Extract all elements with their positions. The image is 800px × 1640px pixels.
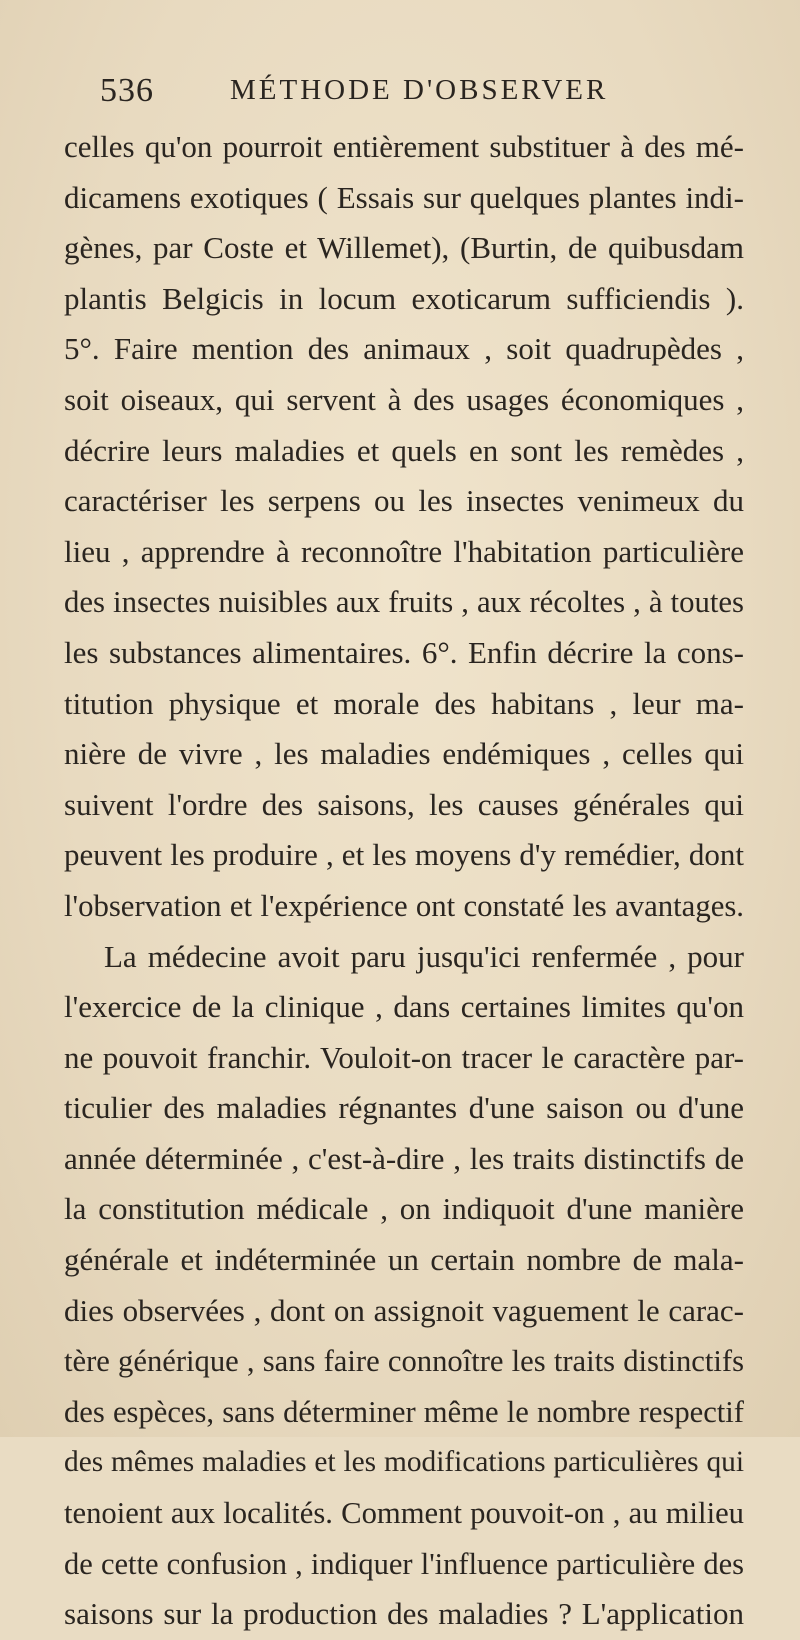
text-line: dies observées , dont on assignoit vaguement le carac- xyxy=(64,1292,744,1328)
running-title: MÉTHODE D'OBSERVER xyxy=(230,74,609,106)
page-number: 536 xyxy=(100,72,154,109)
text-line: des mêmes maladies et les modifications particulières qui xyxy=(64,1446,744,1479)
text-line: gènes, par Coste et Willemet), (Burtin, de quibusdam xyxy=(64,230,744,266)
text-line: soit oiseaux, qui servent à des usages économiques , xyxy=(64,381,744,417)
text-line: La médecine avoit paru jusqu'ici renfermée , pour xyxy=(104,938,744,974)
text-line: tère générique , sans faire connoître les traits distinctifs xyxy=(64,1344,744,1379)
text-line: tenoient aux localités. Comment pouvoit-on , au milieu xyxy=(64,1496,744,1531)
page-header xyxy=(100,72,740,122)
text-line: ticulier des maladies régnantes d'une saison ou d'une xyxy=(64,1090,744,1126)
text-line: 5°. Faire mention des animaux , soit quadrupèdes , xyxy=(64,331,744,367)
text-line: des insectes nuisibles aux fruits , aux récoltes , à toutes xyxy=(64,585,744,620)
text-line: celles qu'on pourroit entièrement substituer à des mé- xyxy=(64,129,744,164)
text-line: plantis Belgicis in locum exoticarum sufficiendis ). xyxy=(64,280,744,316)
text-line: l'observation et l'expérience ont constaté les avantages. xyxy=(64,888,744,923)
text-line: générale et indéterminée un certain nombre de mala- xyxy=(64,1242,744,1278)
text-line: les substances alimentaires. 6°. Enfin décrire la cons- xyxy=(64,634,744,670)
text-line: nière de vivre , les maladies endémiques , celles qui xyxy=(64,736,744,772)
text-line: dicamens exotiques ( Essais sur quelques plantes indi- xyxy=(64,179,744,215)
text-line: de cette confusion , indiquer l'influence particulière des xyxy=(64,1546,744,1581)
text-line: titution physique et morale des habitans , leur ma- xyxy=(64,685,744,721)
text-line: l'exercice de la clinique , dans certaines limites qu'on xyxy=(64,989,744,1025)
text-line: caractériser les serpens ou les insectes venimeux du xyxy=(64,483,744,519)
text-line: lieu , apprendre à reconnoître l'habitation particulière xyxy=(64,533,744,569)
text-line: suivent l'ordre des saisons, les causes générales qui xyxy=(64,786,744,822)
text-line: saisons sur la production des maladies ? L'application xyxy=(64,1596,744,1632)
text-line: la constitution médicale , on indiquoit d'une manière xyxy=(64,1191,744,1227)
text-line: peuvent les produire , et les moyens d'y remédier, dont xyxy=(64,837,744,873)
text-line: décrire leurs maladies et quels en sont les remèdes , xyxy=(64,432,744,468)
text-line: des espèces, sans déterminer même le nombre respectif xyxy=(64,1394,744,1429)
text-line: ne pouvoit franchir. Vouloit-on tracer le caractère par- xyxy=(64,1039,744,1075)
text-line: année déterminée , c'est-à-dire , les traits distinctifs de xyxy=(64,1140,744,1176)
body-text xyxy=(64,122,744,1640)
